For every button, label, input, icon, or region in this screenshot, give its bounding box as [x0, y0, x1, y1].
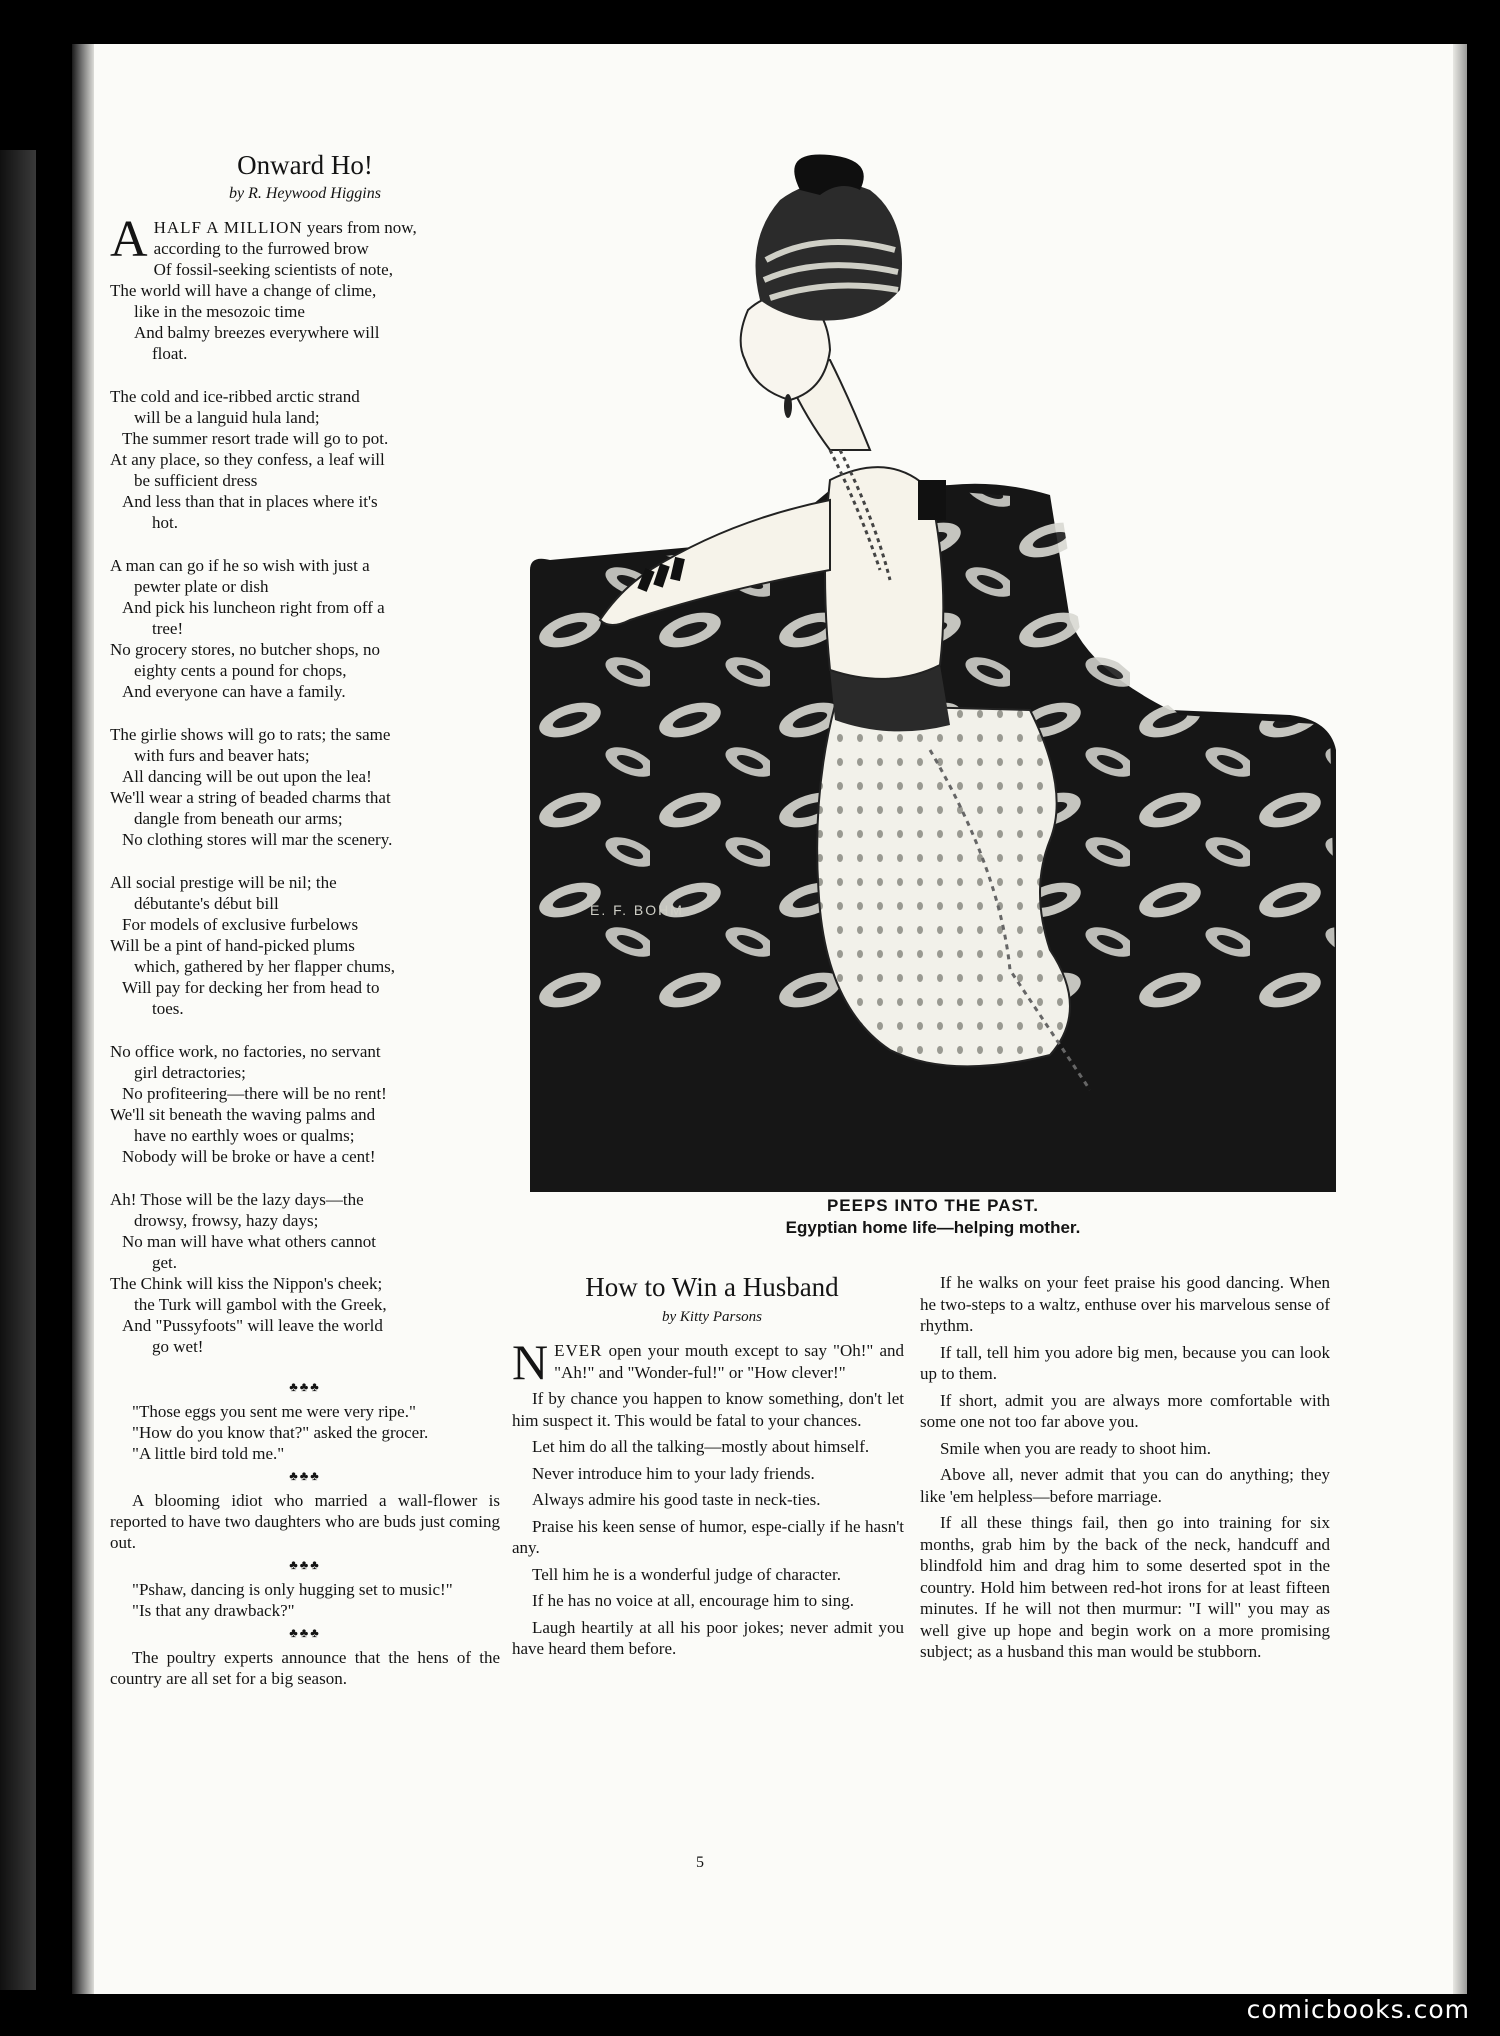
facing-page-edge [0, 150, 36, 1990]
site-watermark: comicbooks.com [1246, 1995, 1470, 2024]
poem-line: get. [152, 1253, 178, 1272]
poem-stanza [110, 211, 500, 364]
jokes-section [110, 1379, 500, 1689]
article-paragraph: Let him do all the talking—mostly about himself. [532, 1437, 870, 1456]
poem-line: have no earthly woes or qualms; [134, 1126, 355, 1145]
article-paragraph: Above all, never admit that you can do anything; they like 'em helpless—before marriage. [920, 1465, 1330, 1506]
poem-line: débutante's début bill [134, 894, 279, 913]
poem-line: Nobody will be broke or have a cent! [122, 1147, 376, 1166]
poem-stanza [110, 386, 500, 533]
poem-line: AHALF A MILLION years from now, [110, 211, 417, 268]
poem-line: Will be a pint of hand-picked plums [110, 936, 355, 955]
article-paragraph: Always admire his good taste in neck-ties. [532, 1490, 821, 1509]
article-title: How to Win a Husband [585, 1272, 839, 1302]
poem-line: And less than that in places where it's [122, 492, 378, 511]
poem-line: The Chink will kiss the Nippon's cheek; [110, 1274, 383, 1293]
poem-line: No man will have what others cannot [122, 1232, 376, 1251]
page-right-edge [1453, 44, 1467, 1994]
poem-line: according to the furrowed brow [153, 239, 369, 258]
poem-dropcap: A [110, 211, 148, 268]
joke-line: A blooming idiot who married a wall-flower is reported to have two daughters who are buds just coming out. [110, 1491, 500, 1552]
article-dropcap: N [512, 1334, 549, 1390]
artist-signature: E. F. BOHM [590, 902, 684, 918]
article-paragraph: Smile when you are ready to shoot him. [940, 1438, 1212, 1458]
article-paragraph: If by chance you happen to know something, don't let him suspect it. This would be fatal to your chances. [512, 1389, 904, 1430]
caption-title: PEEPS INTO THE PAST. [826, 1196, 1040, 1215]
article-header [508, 1272, 916, 1326]
poem-line: drowsy, frowsy, hazy days; [134, 1211, 319, 1230]
poem-line: Ah! Those will be the lazy days—the [110, 1190, 364, 1209]
poem-stanzas [110, 211, 500, 1357]
poem-opening-caps: HALF A MILLION [153, 218, 303, 237]
poem-line: Of fossil-seeking scientists of note, [153, 260, 393, 279]
poem-line: The summer resort trade will go to pot. [122, 429, 389, 448]
poem-line: will be a languid hula land; [134, 408, 320, 427]
joke-separator: ♣♣♣ [289, 1625, 321, 1640]
poem-line: toes. [152, 999, 184, 1018]
poem-line: And everyone can have a family. [122, 682, 346, 701]
article-paragraph: Tell him he is a wonderful judge of character. [532, 1564, 841, 1584]
caption-subtitle: Egyptian home life—helping mother. [785, 1218, 1081, 1237]
poem-line: All dancing will be out upon the lea! [122, 767, 372, 786]
poem-line: No clothing stores will mar the scenery. [122, 830, 393, 849]
article-paragraph: Never introduce him to your lady friends. [532, 1463, 815, 1483]
poem-title: Onward Ho! [237, 150, 373, 180]
poem-column [110, 150, 500, 1689]
poem-line: All social prestige will be nil; the [110, 873, 337, 892]
article-paragraph: If he has no voice at all, encourage him to sing. [532, 1591, 854, 1610]
poem-line: be sufficient dress [134, 471, 258, 490]
article-byline: by Kitty Parsons [662, 1309, 762, 1325]
poem-line: Will pay for decking her from head to [122, 978, 380, 997]
egyptian-woman-illustration [530, 150, 1336, 1192]
page-number: 5 [696, 1854, 704, 1871]
article-paragraph: Laugh heartily at all his poor jokes; never admit you have heard them before. [512, 1617, 904, 1658]
poem-line: No grocery stores, no butcher shops, no [110, 640, 381, 659]
poem-line: The world will have a change of clime, [110, 281, 377, 300]
poem-line: We'll sit beneath the waving palms and [110, 1105, 376, 1124]
poem-line: pewter plate or dish [134, 577, 269, 596]
joke-line: "A little bird told me." [132, 1444, 285, 1463]
article-paragraph: If tall, tell him you adore big men, because you can look up to them. [920, 1342, 1330, 1383]
joke-separator: ♣♣♣ [289, 1379, 321, 1394]
article-mid-paragraphs [512, 1388, 904, 1660]
article-paragraph: If short, admit you are always more comfortable with some one not too far above you. [920, 1390, 1330, 1431]
poem-line: No office work, no factories, no servant [110, 1042, 381, 1061]
poem-line: A man can go if he so wish with just a [110, 556, 370, 575]
poem-line: And pick his luncheon right from off a [122, 598, 385, 617]
article-paragraph: If he walks on your feet praise his good dancing. When he two-steps to a waltz, enthuse over his marvelous sense of rhythm. [920, 1273, 1330, 1335]
poem-line: The girlie shows will go to rats; the same [110, 725, 391, 744]
page-gutter [72, 44, 94, 1994]
poem-line: We'll wear a string of beaded charms that [110, 788, 391, 807]
illustration-caption [530, 1196, 1336, 1238]
article-right-paragraphs [920, 1272, 1330, 1663]
poem-stanza [110, 872, 500, 1019]
poem-line: like in the mesozoic time [134, 302, 305, 321]
article-first-paragraph [512, 1334, 904, 1390]
poem-line: No profiteering—there will be no rent! [122, 1084, 387, 1103]
article-paragraph: Praise his keen sense of humor, espe-cially if he hasn't any. [512, 1516, 904, 1557]
poem-stanza [110, 555, 500, 702]
poem-line: with furs and beaver hats; [134, 746, 310, 765]
joke-line: The poultry experts announce that the hens of the country are all set for a big season. [110, 1648, 500, 1688]
joke-line: "How do you know that?" asked the grocer. [132, 1423, 429, 1442]
poem-line: go wet! [152, 1337, 204, 1356]
poem-line: float. [152, 344, 188, 363]
poem-line: tree! [152, 619, 184, 638]
poem-line: At any place, so they confess, a leaf will [110, 450, 385, 469]
article-first-paragraph-text: open your mouth except to say "Oh!" and "Ah!" and "Wonder-ful!" or "How clever!" [554, 1341, 904, 1382]
article-opening-caps: EVER [554, 1341, 603, 1360]
poem-line: eighty cents a pound for chops, [134, 661, 347, 680]
poem-line: And "Pussyfoots" will leave the world [122, 1316, 383, 1335]
poem-line: The cold and ice-ribbed arctic strand [110, 387, 360, 406]
joke-separator: ♣♣♣ [289, 1557, 321, 1572]
article-column-left [512, 1334, 904, 1665]
poem-line: And balmy breezes everywhere will [134, 323, 380, 342]
poem-line: which, gathered by her flapper chums, [134, 957, 396, 976]
article-paragraph: If all these things fail, then go into training for six months, grab him by the back of the neck, handcuff and blindfold him and drag him to some deserted spot in the country. Hold him between red-hot irons for at least fifteen minutes. If he will not then murmur: "I will" you may as well give up hope and begin work on a more promising subject; as a husband this man would be stubborn. [920, 1513, 1330, 1661]
skirt [817, 705, 1070, 1066]
poem-line: girl detractories; [134, 1063, 246, 1082]
poem-stanza [110, 1189, 500, 1357]
poem-line: the Turk will gambol with the Greek, [134, 1295, 387, 1314]
poem-stanza [110, 724, 500, 850]
joke-line: "Is that any drawback?" [132, 1601, 295, 1620]
joke-line: "Pshaw, dancing is only hugging set to music!" [132, 1580, 453, 1599]
poem-byline: by R. Heywood Higgins [229, 185, 381, 202]
poem-line: hot. [152, 513, 178, 532]
poem-line: For models of exclusive furbelows [122, 915, 359, 934]
joke-separator: ♣♣♣ [289, 1468, 321, 1483]
joke-line: "Those eggs you sent me were very ripe." [132, 1402, 416, 1421]
poem-stanza [110, 1041, 500, 1167]
article-column-right [920, 1272, 1330, 1668]
poem-line: dangle from beneath our arms; [134, 809, 343, 828]
